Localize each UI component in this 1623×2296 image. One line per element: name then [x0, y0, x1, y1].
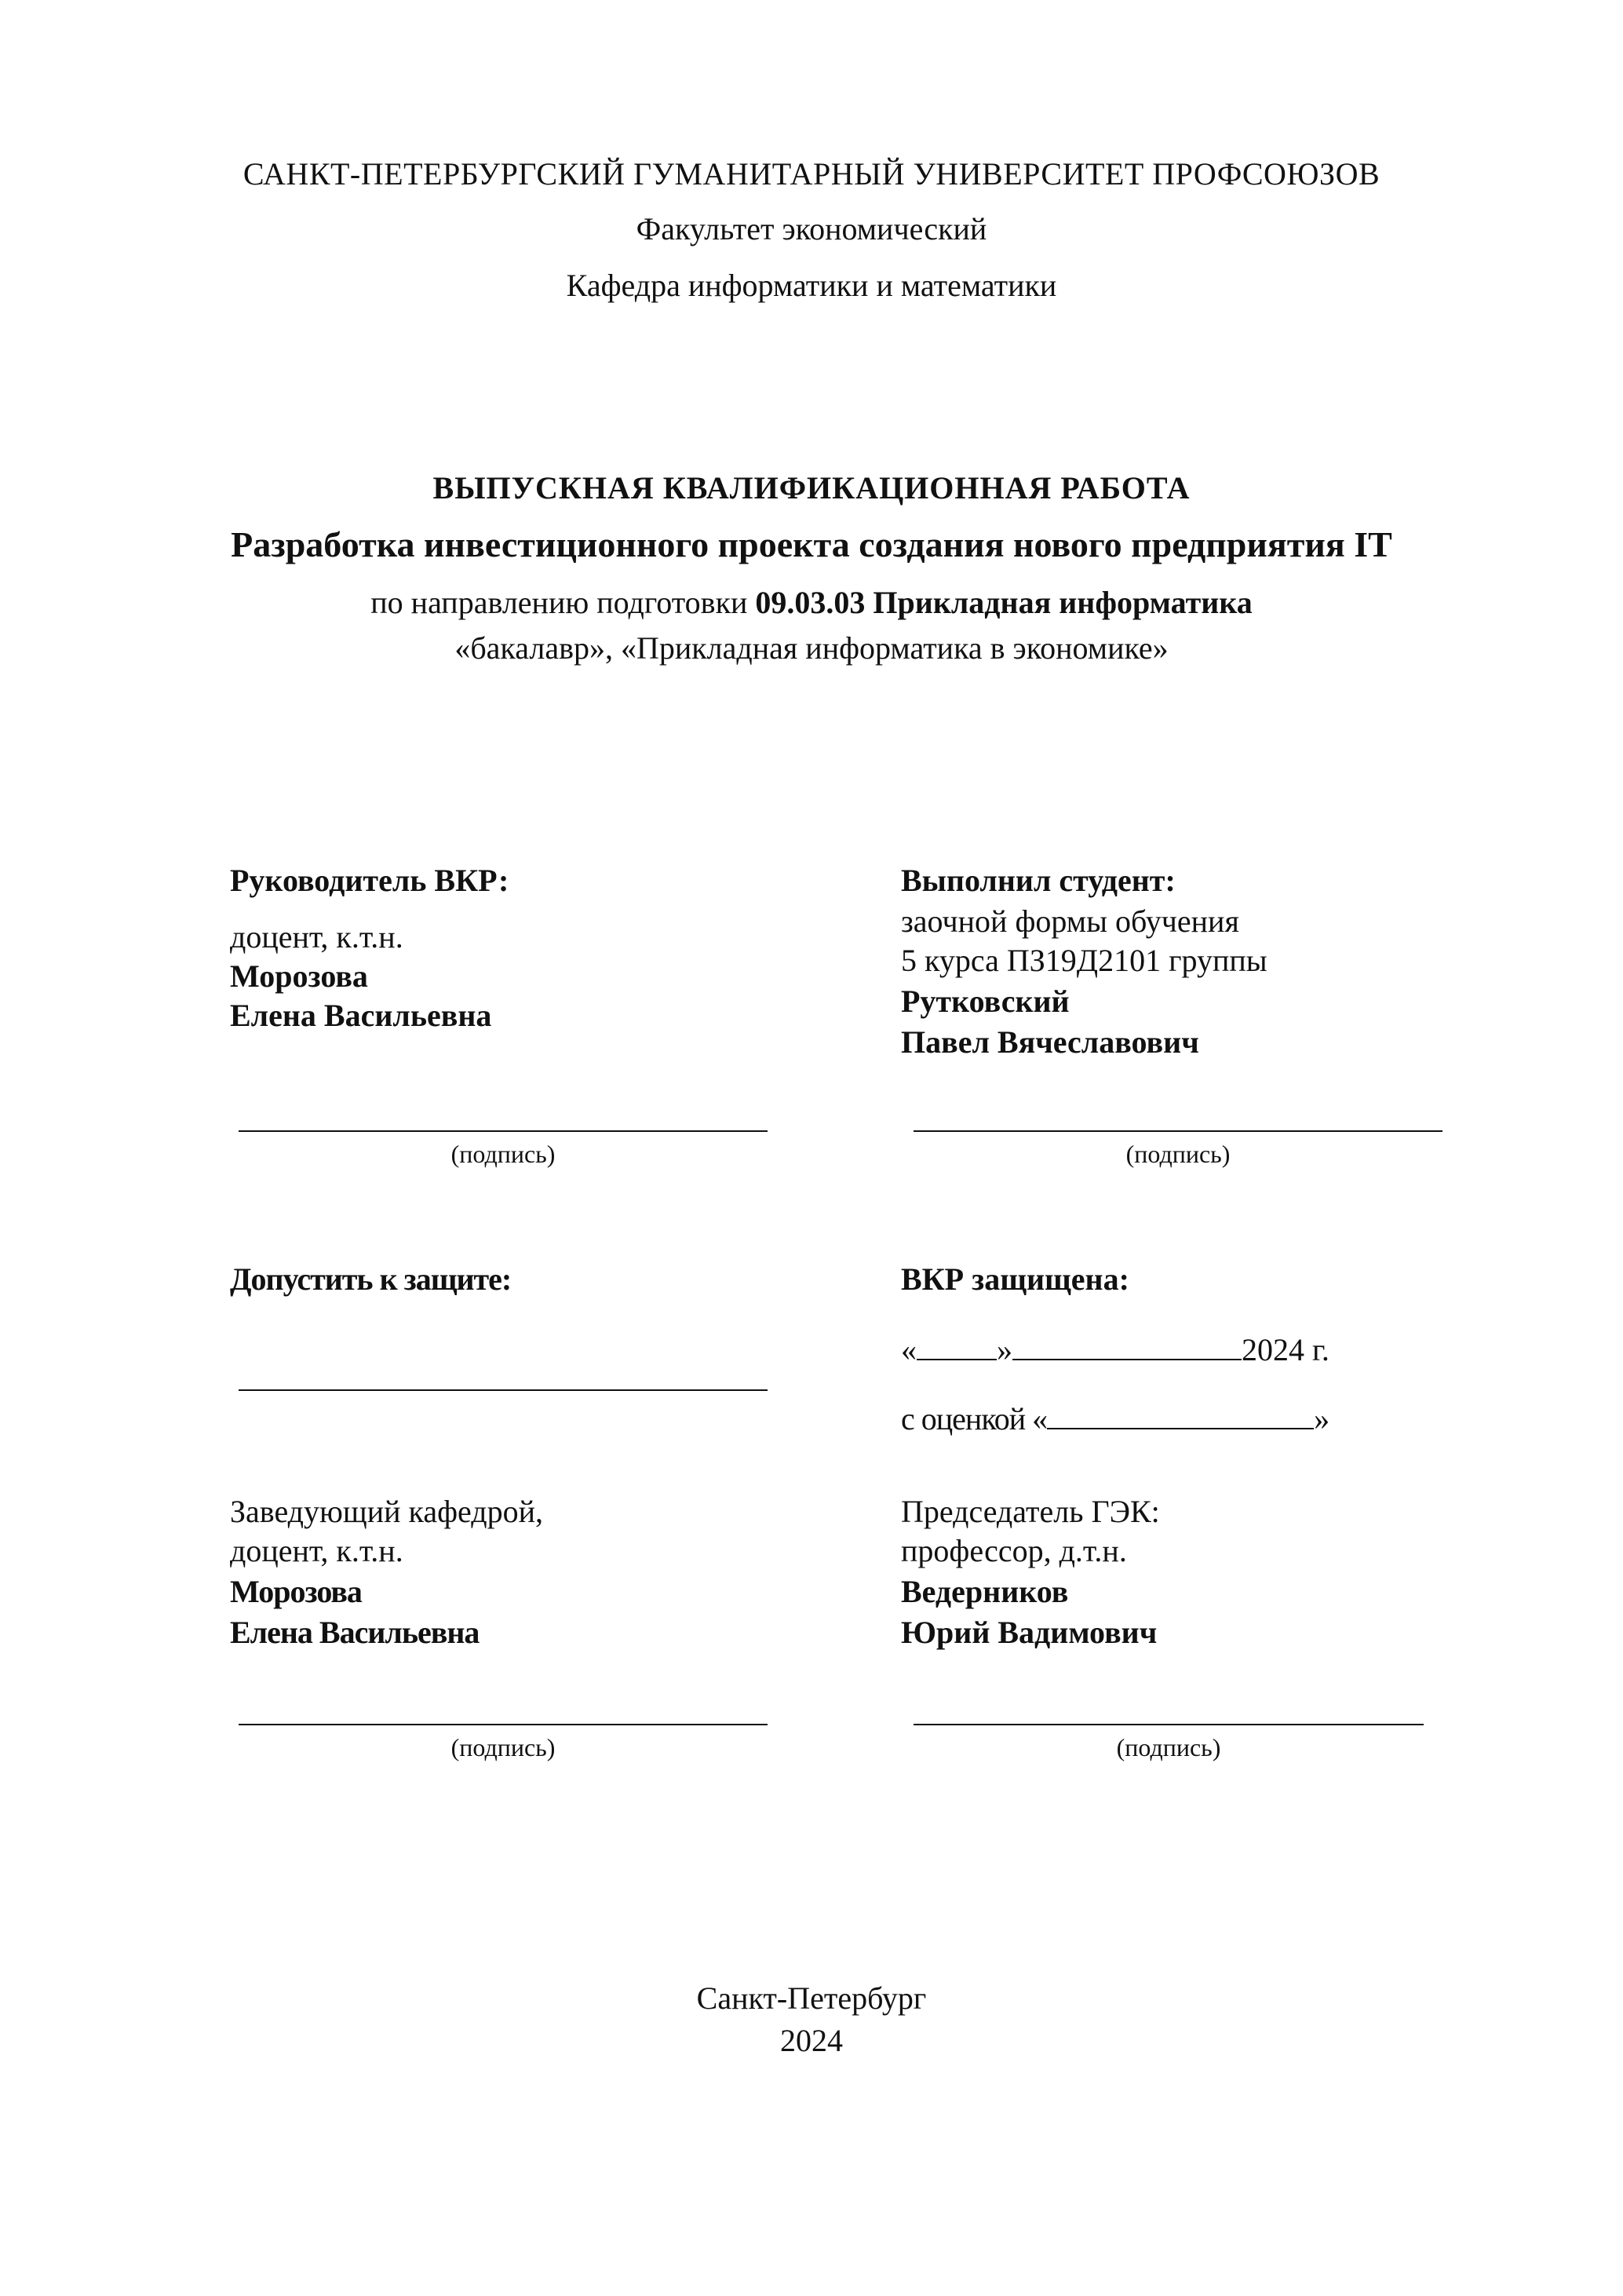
chairman-name: Юрий Вадимович: [901, 1615, 1158, 1650]
head-position: доцент, к.т.н.: [230, 1533, 403, 1568]
work-topic: Разработка инвестиционного проекта создания нового предприятия IT: [231, 524, 1392, 564]
defense-date-line: [901, 1330, 1329, 1371]
head-title: Заведующий кафедрой,: [230, 1494, 544, 1529]
footer-city: Санкт-Петербург: [696, 1980, 927, 2016]
student-surname: Рутковский: [901, 984, 1070, 1019]
head-signature-line[interactable]: [239, 1724, 768, 1725]
supervisor-signature-label: (подпись): [450, 1140, 556, 1168]
defense-heading: ВКР защищена:: [901, 1261, 1129, 1297]
head-name: Елена Васильевна: [230, 1615, 480, 1650]
date-close-quote: »: [997, 1332, 1012, 1367]
department-name: Кафедра информатики и математики: [566, 268, 1057, 303]
defense-grade-line: [901, 1399, 1329, 1440]
supervisor-surname: Морозова: [230, 958, 368, 994]
student-form: заочной формы обучения: [901, 903, 1239, 939]
grade-prefix: с оценкой «: [901, 1401, 1048, 1436]
chairman-signature-label: (подпись): [1116, 1733, 1221, 1761]
day-field[interactable]: [917, 1331, 997, 1360]
grade-close-quote: »: [1314, 1401, 1329, 1436]
admission-signature-line[interactable]: [239, 1389, 768, 1391]
defense-year: 2024 г.: [1242, 1332, 1329, 1367]
work-type-title: ВЫПУСКНАЯ КВАЛИФИКАЦИОННАЯ РАБОТА: [432, 470, 1191, 506]
admission-heading: Допустить к защите:: [230, 1261, 512, 1297]
footer-year: 2024: [780, 2023, 843, 2058]
supervisor-signature-line[interactable]: [239, 1130, 768, 1132]
direction-prefix: по направлению подготовки: [370, 585, 748, 620]
student-heading: Выполнил студент:: [901, 863, 1176, 898]
head-signature-label: (подпись): [450, 1733, 556, 1761]
supervisor-heading: Руководитель ВКР:: [230, 863, 509, 898]
student-course: 5 курса ПЗ19Д2101 группы: [901, 943, 1267, 978]
student-name: Павел Вячеславович: [901, 1024, 1199, 1060]
direction-code: 09.03.03 Прикладная информатика: [755, 585, 1253, 620]
university-name: САНКТ-ПЕТЕРБУРГСКИЙ ГУМАНИТАРНЫЙ УНИВЕРСИТЕТ ПРОФСОЮЗОВ: [243, 156, 1380, 192]
grade-field[interactable]: [1047, 1400, 1314, 1429]
faculty-name: Факультет экономический: [636, 211, 987, 246]
chairman-signature-line[interactable]: [914, 1724, 1424, 1725]
chairman-position: профессор, д.т.н.: [901, 1533, 1127, 1568]
direction-line: [0, 582, 1623, 623]
supervisor-position: доцент, к.т.н.: [230, 919, 403, 955]
student-signature-label: (подпись): [1125, 1140, 1231, 1168]
supervisor-name: Елена Васильевна: [230, 998, 492, 1033]
chairman-surname: Ведерников: [901, 1574, 1069, 1609]
month-field[interactable]: [1012, 1331, 1242, 1360]
profile-line: «бакалавр», «Прикладная информатика в экономике»: [454, 630, 1169, 666]
student-signature-line[interactable]: [914, 1130, 1442, 1132]
chairman-title: Председатель ГЭК:: [901, 1494, 1160, 1529]
date-open-quote: «: [901, 1332, 917, 1367]
head-surname: Морозова: [230, 1574, 362, 1609]
